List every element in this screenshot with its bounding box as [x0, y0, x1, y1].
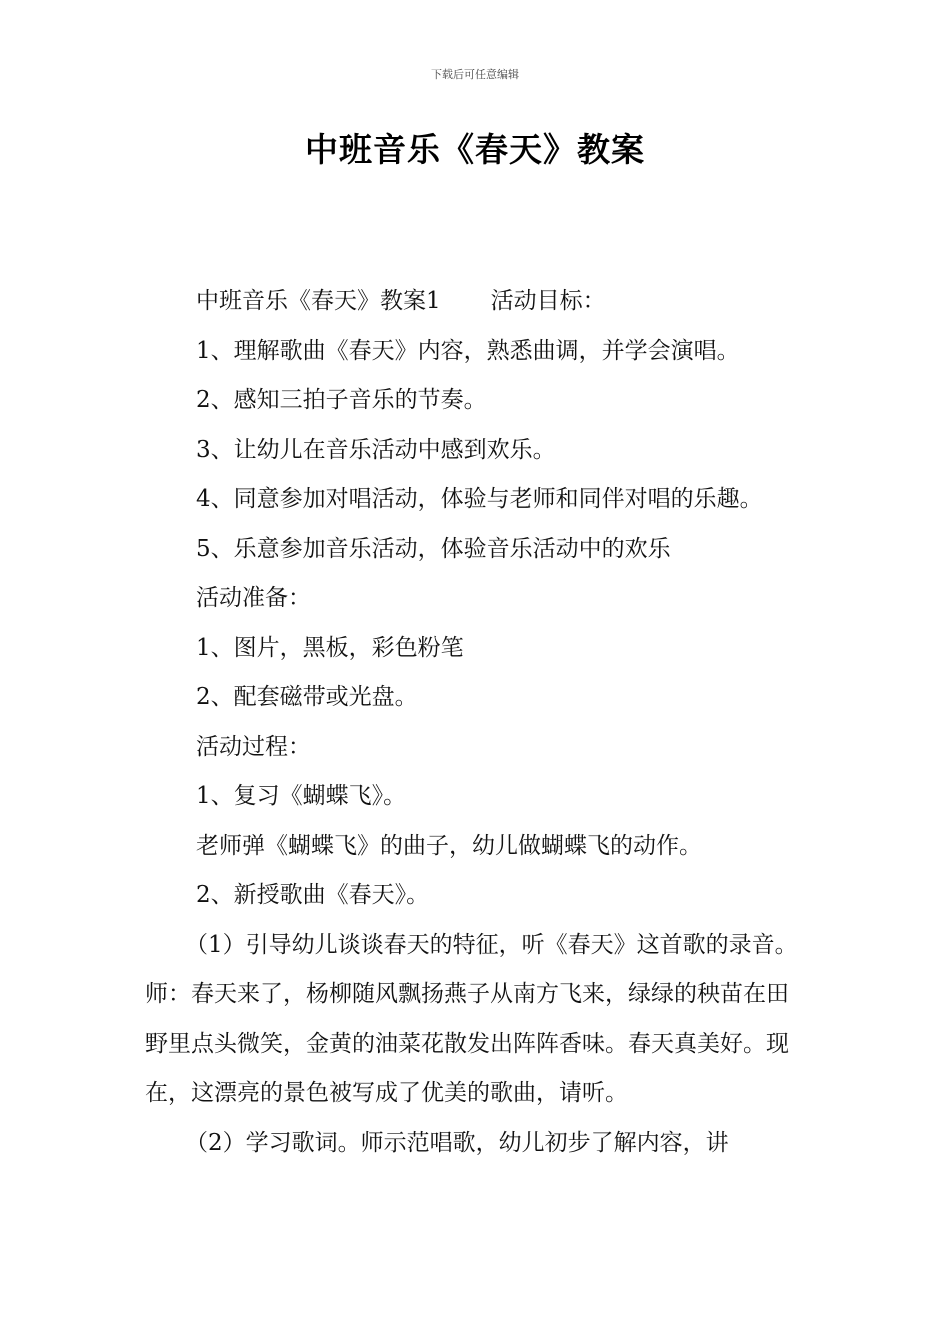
document-title: 中班音乐《春天》教案: [305, 130, 645, 169]
intro-heading: 中班音乐《春天》教案1: [196, 288, 441, 314]
process-step-1-detail: 老师弹《蝴蝶飞》的曲子，幼儿做蝴蝶飞的动作。: [196, 832, 702, 859]
goal-item: 1、理解歌曲《春天》内容，熟悉曲调，并学会演唱。: [196, 337, 740, 364]
intro-line: [145, 277, 810, 327]
goal-item: 5、乐意参加音乐活动，体验音乐活动中的欢乐: [196, 535, 671, 562]
header-note: 下载后可任意编辑: [431, 68, 519, 81]
process-step-1: 1、复习《蝴蝶飞》。: [196, 783, 407, 809]
process-label: 活动过程：: [196, 733, 311, 760]
document-body: [145, 277, 810, 1168]
process-substep-1: （1）引导幼儿谈谈春天的特征，听《春天》这首歌的录音。师：春天来了，杨柳随风飘扬燕子从南方飞来，绿绿的秧苗在田野里点头微笑，金黄的油菜花散发出阵阵香味。春天真美好。现在，这漂亮的景色被写成了优美的歌曲，请听。: [145, 931, 798, 1106]
goal-item: 4、同意参加对唱活动，体验与老师和同伴对唱的乐趣。: [196, 486, 763, 512]
goals-label: 活动目标：: [490, 288, 606, 314]
preparation-label: 活动准备：: [196, 585, 311, 611]
goal-item: 3、让幼儿在音乐活动中感到欢乐。: [196, 436, 556, 463]
goal-item: 2、感知三拍子音乐的节奏。: [196, 387, 487, 413]
process-substep-2: （2）学习歌词。师示范唱歌，幼儿初步了解内容，讲: [185, 1129, 729, 1156]
preparation-item: 1、图片，黑板，彩色粉笔: [196, 634, 464, 661]
process-step-2: 2、新授歌曲《春天》。: [196, 882, 430, 908]
preparation-item: 2、配套磁带或光盘。: [196, 684, 418, 710]
